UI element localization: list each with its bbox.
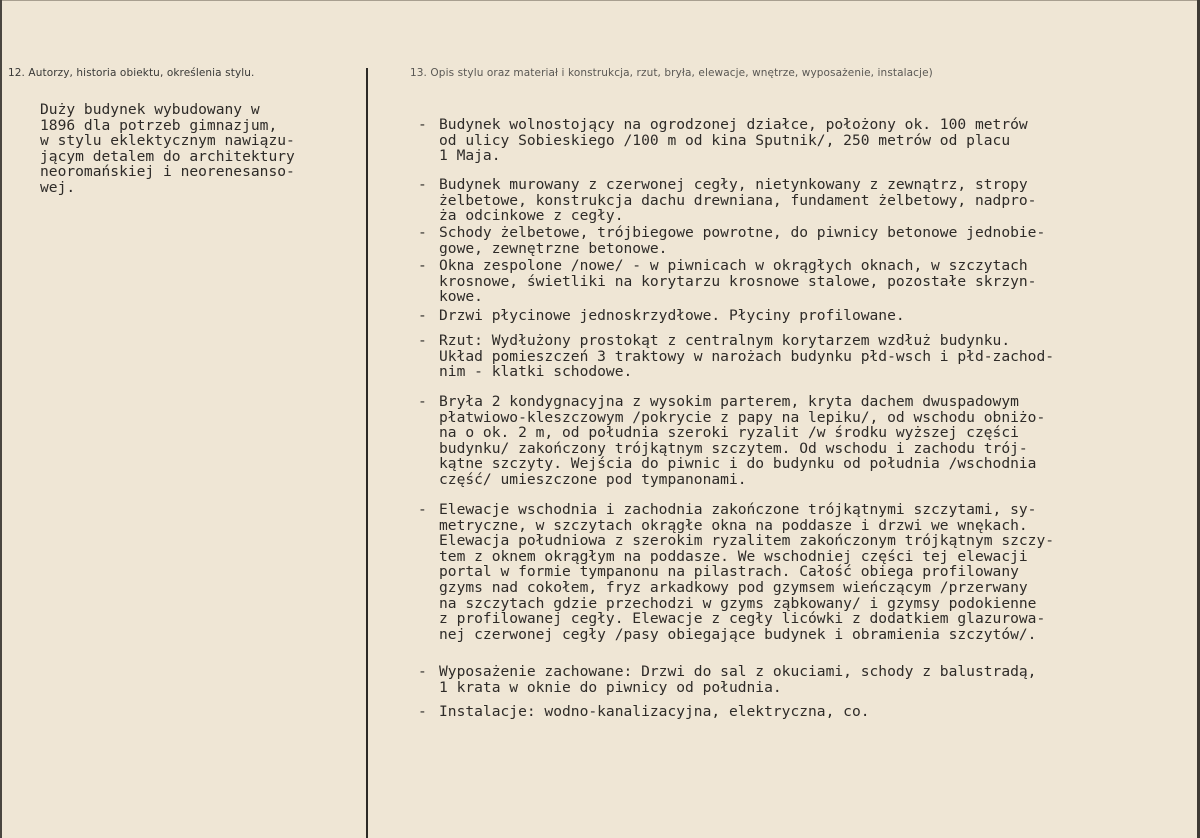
bullet-dash: - xyxy=(418,307,427,324)
entry-text: Okna zespolone /nowe/ - w piwnicach w okrągłych oknach, w szczytach krosnowe, świetliki na korytarzu krosnowe stalowe, pozostałe skrzyn- kowe. xyxy=(439,257,1037,306)
left-edge xyxy=(0,0,2,838)
column-divider xyxy=(366,68,368,838)
bullet-dash: - xyxy=(418,116,427,133)
bullet-dash: - xyxy=(418,703,427,720)
bullet-dash: - xyxy=(418,501,427,518)
bullet-dash: - xyxy=(418,663,427,680)
bullet-dash: - xyxy=(418,224,427,241)
bullet-dash: - xyxy=(418,257,427,274)
bullet-dash: - xyxy=(418,332,427,349)
history-style-text: Duży budynek wybudowany w 1896 dla potrzeb gimnazjum, w stylu eklektycznym nawiązu- jącym detalem do architektury neoromańskiej i neorenesanso- wej. xyxy=(40,101,295,196)
entry-text: Rzut: Wydłużony prostokąt z centralnym korytarzem wzdłuż budynku. Układ pomieszczeń 3 traktowy w narożach budynku płd-wsch i płd-zachod- nim - klatki schodowe. xyxy=(439,332,1055,381)
entry-text: Drzwi płycinowe jednoskrzydłowe. Płyciny profilowane. xyxy=(439,307,905,324)
bullet-dash: - xyxy=(418,176,427,193)
entry-text: Instalacje: wodno-kanalizacyjna, elektryczna, co. xyxy=(439,703,870,720)
entry-text: Bryła 2 kondygnacyjna z wysokim parterem, kryta dachem dwuspadowym płatwiowo-kleszczowym /pokrycie z papy na lepiku/, od wschodu obniżo- na o ok. 2 m, od południa szeroki ryzalit /w środku wyższej części budynku/ zakończony trójkątnym szczytem. Od wschodu i zachodu trój- kątne szczyty. Wejścia do piwnic i do budynku od południa /wschodnia część/ umieszczone pod tympanonami. xyxy=(439,393,1046,488)
entry-text: Elewacje wschodnia i zachodnia zakończone trójkątnymi szczytami, sy- metryczne, w szczytach okrągłe okna na poddasze i drzwi we wnękach. Elewacja południowa z szerokim ryzalitem zakończonym trójkątnym szczy- tem z oknem okrągłym na poddasze. We wschodniej części tej elewacji portal w formie tympanonu na pilastrach. Całość obiega profilowany gzyms nad cokołem, fryz arkadkowy pod gzymsem wieńczącym /przerwany na szczytach gdzie przechodzi w gzyms ząbkowany/ i gzymsy podokienne z profilowanej cegły. Elewacje z cegły licówki z dodatkiem glazurowa- nej czerwonej cegły /pasy obiegające budynek i obramienia szczytów/. xyxy=(439,501,1055,643)
entry-text: Budynek wolnostojący na ogrodzonej działce, położony ok. 100 metrów od ulicy Sobieskiego /100 m od kina Sputnik/, 250 metrów od placu 1 Maja. xyxy=(439,116,1028,165)
top-edge xyxy=(0,0,1200,1)
bullet-dash: - xyxy=(418,393,427,410)
entry-text: Budynek murowany z czerwonej cegły, nietynkowany z zewnątrz, stropy żelbetowe, konstrukcja dachu drewniana, fundament żelbetowy, nadpro- ża odcinkowe z cegły. xyxy=(439,176,1037,225)
section-13-header: 13. Opis stylu oraz materiał i konstrukcja, rzut, bryła, elewacje, wnętrze, wyposażenie, instalacje) xyxy=(410,67,933,79)
section-12-header: 12. Autorzy, historia obiektu, określenia stylu. xyxy=(8,67,255,79)
entry-text: Wyposażenie zachowane: Drzwi do sal z okuciami, schody z balustradą, 1 krata w oknie do piwnicy od południa. xyxy=(439,663,1037,696)
entry-text: Schody żelbetowe, trójbiegowe powrotne, do piwnicy betonowe jednobie- gowe, zewnętrzne betonowe. xyxy=(439,224,1046,257)
